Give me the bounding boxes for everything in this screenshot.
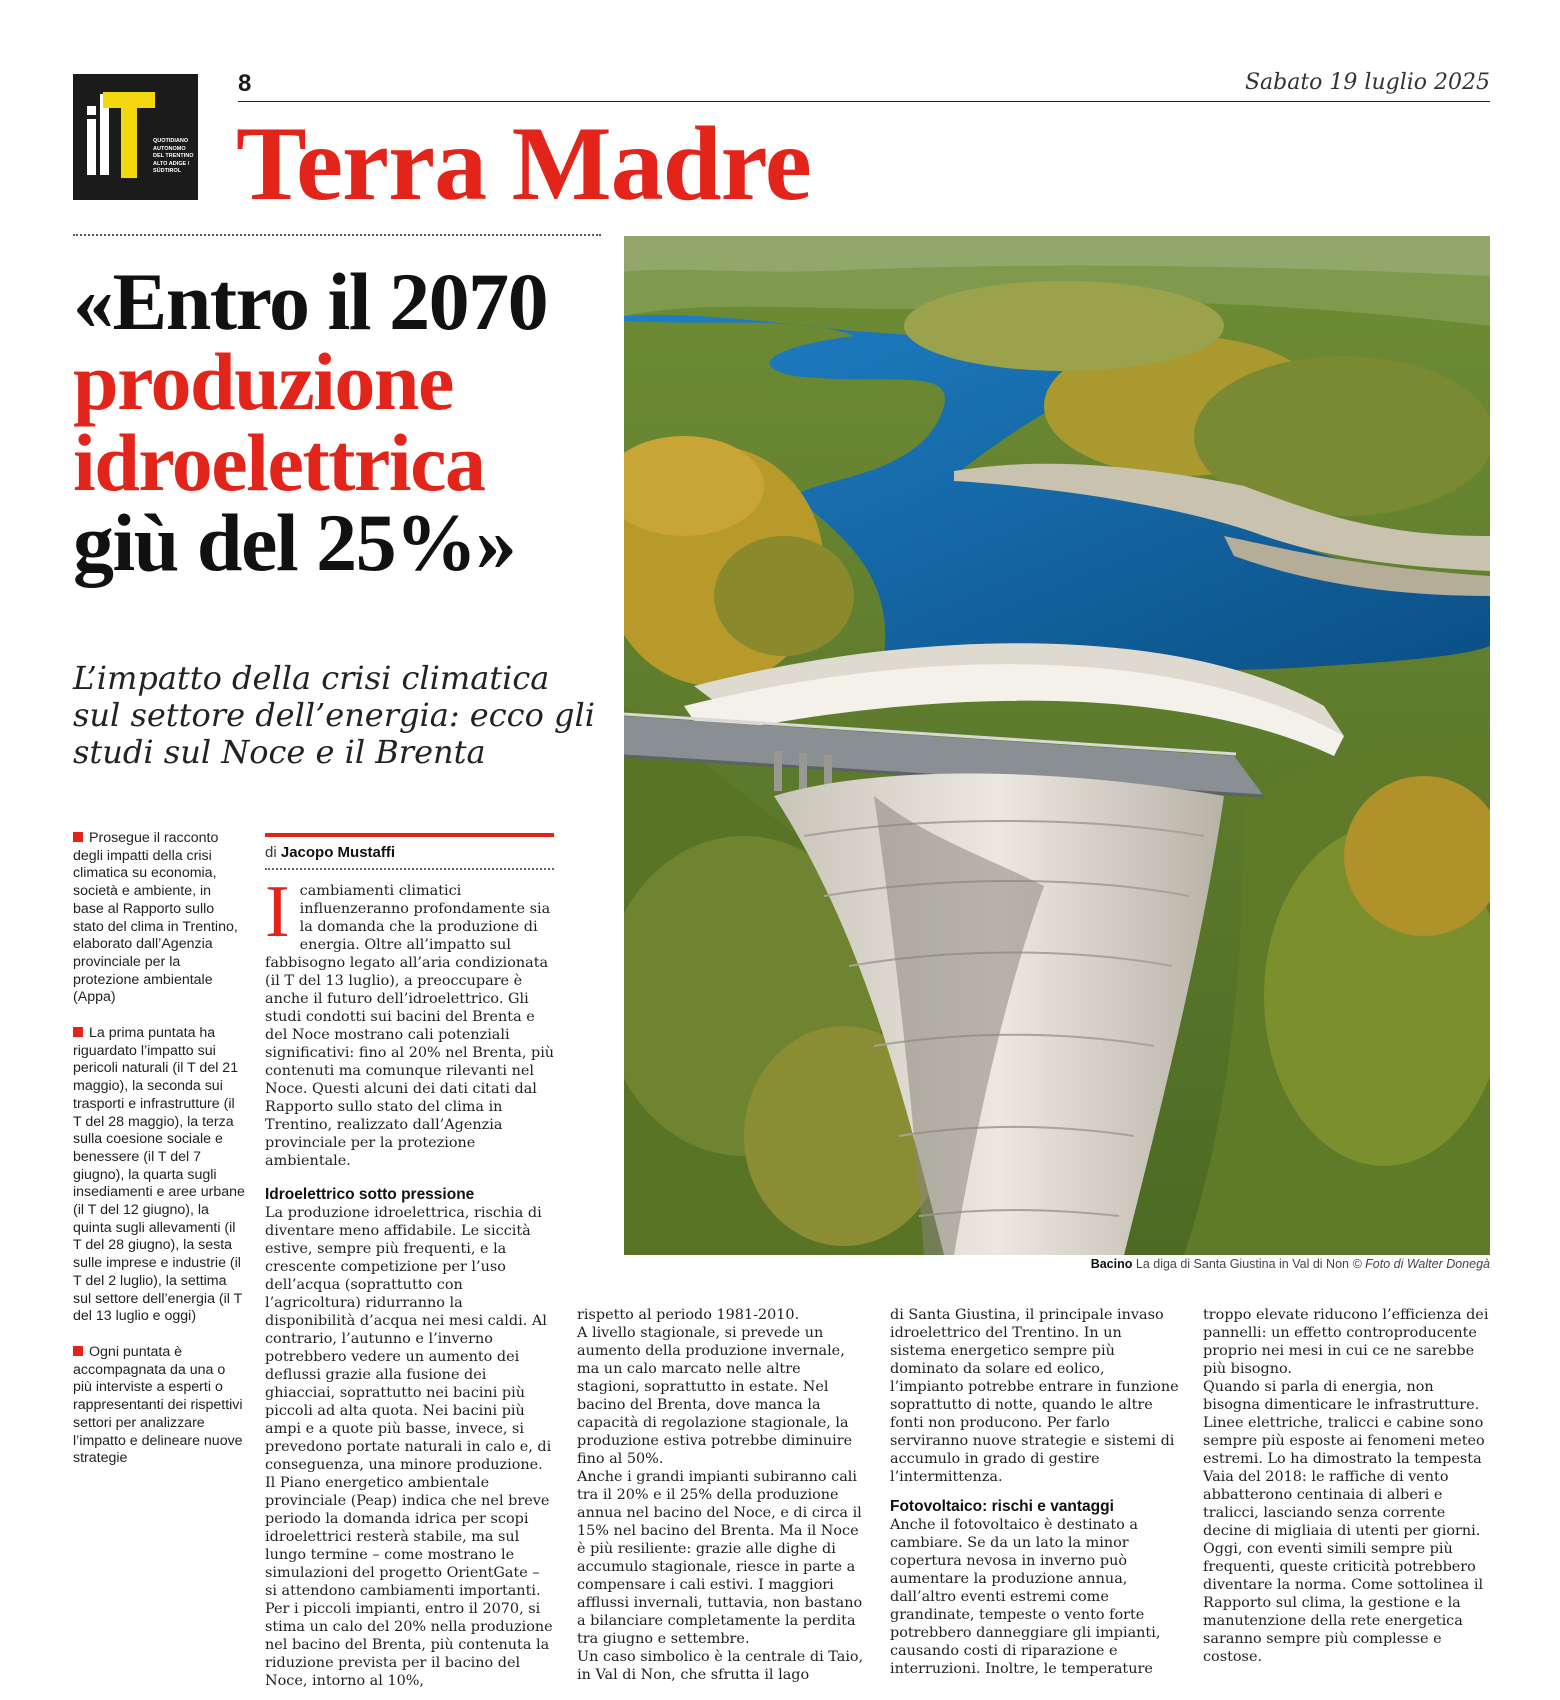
sidebar-text: Prosegue il racconto degli impatti della crisi climatica su economia, società e ambiente, in base al Rapporto sullo stato del clima in Trentino, elaborato dall’Agenzia provinciale per la protezione ambientale (Appa) xyxy=(73,830,238,1006)
photo-caption xyxy=(624,1257,1490,1271)
author-name: Jacopo Mustaffi xyxy=(280,844,396,861)
article-paragraph: A livello stagionale, si prevede un aumento della produzione invernale, ma un calo marcato nelle altre stagioni, soprattutto in estate. Nel bacino del Brenta, dove manca la capacità di regolazione stagionale, la produzione estiva potrebbe diminuire fino al 50%. xyxy=(577,1325,853,1467)
article-paragraph: Quando si parla di energia, non bisogna dimenticare le infrastrutture. Linee elettriche, tralicci e cabine sono sempre più esposte ai fenomeni meteo estremi. Lo ha dimostrato la tempesta Vaia del 2018: le raffiche di vento abbatterono centinaia di alberi e tralicci, lasciando senza corrente decine di migliaia di utenti per giorni. Oggi, con eventi simili sempre più frequenti, queste criticità potrebbero diventare la norma. Come sottolinea il Rapporto sul clima, la gestione e la manutenzione della rete energetica saranno sempre più complesse e costose. xyxy=(1203,1379,1485,1665)
page-number: 8 xyxy=(238,70,252,97)
headline-line-3: idroelettrica xyxy=(73,416,485,508)
dotted-divider xyxy=(73,234,601,236)
section-title: Terra Madre xyxy=(236,105,811,222)
article-paragraph: Per i piccoli impianti, entro il 2070, si stima un calo del 20% nella produzione nel bacino del Brenta, più contenuta la riduzione prevista per il bacino del Noce, intorno al 10%, xyxy=(265,1601,553,1689)
article-column-4 xyxy=(1203,1306,1493,1666)
subheading: Idroelettrico sotto pressione xyxy=(265,1186,475,1203)
sidebar-paragraph xyxy=(73,830,245,1007)
subtitle: L’impatto della crisi climatica sul settore dell’energia: ecco gli studi sul Noce e il Brenta xyxy=(73,659,595,771)
article-paragraph: Anche i grandi impianti subiranno cali tra il 20% e il 25% della produzione annua nel bacino del Noce, e di circa il 15% nel bacino del Brenta. Ma il Noce è più resiliente: grazie alle dighe di accumulo stagionale, riesce in parte a compensare i cali estivi. I maggiori afflussi invernali, tuttavia, non bastano a bilanciare completamente la perdita tra giugno e settembre. xyxy=(577,1469,863,1647)
sidebar-text: La prima puntata ha riguardato l’impatto sui pericoli naturali (il T del 21 maggio), la seconda sui trasporti e infrastrutture (il T del 28 maggio), la terza sulla coesione sociale e benessere (il T del 7 giugno), la quarta sugli insediamenti e aree urbane (il T del 12 giugno), la quinta sugli allevamenti (il T del 28 giugno), la sesta sulle imprese e industrie (il T del 2 luglio), la settima sul settore dell’energia (il T del 13 luglio e oggi) xyxy=(73,1025,245,1325)
sidebar-text: Ogni puntata è accompagnata da una o più interviste a esperti o rappresentanti dei rispettivi settori per analizzare l’impatto e delineare nuove strategie xyxy=(73,1343,243,1467)
article-column-2 xyxy=(577,1306,867,1684)
headline-line-4: giù del 25%» xyxy=(73,497,516,589)
bullet-square-icon xyxy=(73,1346,83,1356)
byline-rule xyxy=(265,833,554,837)
issue-date: Sabato 19 luglio 2025 xyxy=(1244,70,1490,95)
caption-text: La diga di Santa Giustina in Val di Non xyxy=(1135,1257,1349,1271)
headline-line-1: «Entro il 2070 xyxy=(73,256,548,347)
dam-illustration xyxy=(624,236,1490,1255)
byline-prefix: di xyxy=(265,844,277,861)
article-paragraph: Un caso simbolico è la centrale di Taio, in Val di Non, che sfrutta il lago xyxy=(577,1649,864,1683)
headline-line-2: produzione xyxy=(73,336,453,428)
logo-subtitle: QUOTIDIANO AUTONOMO DEL TRENTINO ALTO ADIGE / SÜDTIROL xyxy=(153,138,194,174)
headline xyxy=(73,256,613,589)
article-paragraph: rispetto al periodo 1981-2010. xyxy=(577,1307,800,1323)
article-paragraph: troppo elevate riducono l’efficienza dei pannelli: un effetto controproducente proprio nei mesi in cui ce ne sarebbe più bisogno. xyxy=(1203,1307,1489,1377)
byline-dotted-divider xyxy=(265,868,554,870)
bullet-square-icon xyxy=(73,832,83,842)
article-paragraph: Il Piano energetico ambientale provinciale (Peap) indica che nel breve periodo la domanda idrica per scopi idroelettrici resterà stabile, ma sul lungo termine – come mostrano le simulazioni del progetto OrientGate – si attendono cambiamenti importanti. xyxy=(265,1475,550,1599)
article-text: cambiamenti climatici influenzeranno profondamente sia la domanda che la produzione di energia. Oltre all’impatto sul fabbisogno legato all’aria condizionata (il T del 13 luglio), a preoccupare è anche il futuro dell’idroelettrico. Gli studi condotti sui bacini del Brenta e del Noce mostrano cali potenziali significativi: fino al 20% nel Brenta, più contenuti ma comunque rilevanti nel Noce. Questi alcuni dei dati citati dal Rapporto sullo stato del clima in Trentino, realizzato dall’Agenzia provinciale per la protezione ambientale. xyxy=(265,883,555,1169)
sidebar-box xyxy=(73,830,245,1486)
caption-label: Bacino xyxy=(1090,1257,1133,1271)
article-paragraph: Anche il fotovoltaico è destinato a cambiare. Se da un lato la minor copertura nevosa in inverno può aumentare la produzione annua, dall’altro eventi estremi come grandinate, tempeste o vento forte potrebbero danneggiare gli impianti, causando costi di riparazione e interruzioni. Inoltre, le temperature xyxy=(890,1517,1161,1677)
article-column-3 xyxy=(890,1306,1180,1678)
sidebar-paragraph xyxy=(73,1025,245,1326)
article-paragraph: di Santa Giustina, il principale invaso idroelettrico del Trentino. In un sistema energetico sempre più dominato da solare ed eolico, l’impianto potrebbe entrare in funzione soprattutto di notte, quando le altre fonti non producono. Per farlo serviranno nuove strategie e sistemi di accumulo in grado di gestire l’intermittenza. xyxy=(890,1307,1179,1485)
dam-photo xyxy=(624,236,1490,1255)
article-column-1 xyxy=(265,871,555,1690)
byline xyxy=(265,844,395,861)
header-rule xyxy=(238,101,1490,102)
drop-cap: I xyxy=(265,871,290,953)
newspaper-logo xyxy=(73,74,198,200)
article-paragraph: La produzione idroelettrica, rischia di diventare meno affidabile. Le siccità estive, sempre più frequenti, e la crescente competizione per l’uso dell’acqua (soprattutto con l’agricoltura) ridurranno la disponibilità d’acqua nei mesi caldi. Al contrario, l’autunno e l’inverno potrebbero vedere un aumento dei deflussi grazie alla fusione dei ghiacciai, soprattutto nei bacini più piccoli ad alta quota. Nei bacini più ampi e a quote più basse, invece, si prevedono portate naturali in calo e, di conseguenza, una minore produzione. xyxy=(265,1205,552,1473)
sidebar-paragraph xyxy=(73,1344,245,1468)
logo-mark xyxy=(81,88,155,188)
bullet-square-icon xyxy=(73,1027,83,1037)
article-paragraph xyxy=(265,871,555,1170)
subheading: Fotovoltaico: rischi e vantaggi xyxy=(890,1498,1114,1515)
photo-credit: © Foto di Walter Donegà xyxy=(1352,1257,1490,1271)
